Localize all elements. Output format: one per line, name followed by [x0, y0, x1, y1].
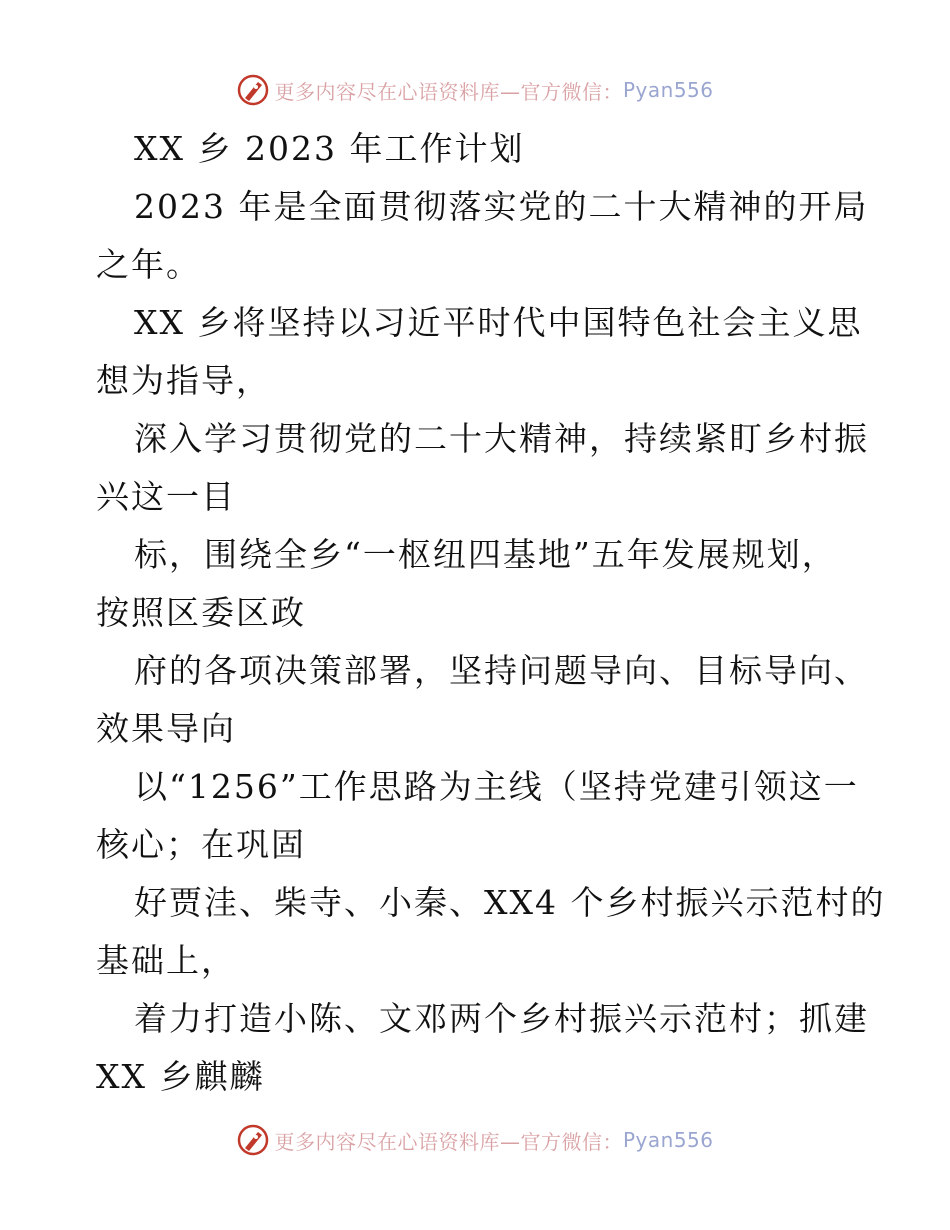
- text-line: 深入学习贯彻党的二十大精神，持续紧盯乡村振: [134, 419, 869, 458]
- text-line: 核心；在巩固: [96, 825, 306, 864]
- text-line: XX 乡将坚持以习近平时代中国特色社会主义思: [134, 303, 863, 342]
- pen-logo-icon: [236, 1123, 270, 1157]
- wechat-id: Pyan556: [622, 1128, 714, 1152]
- watermark-text: 更多内容尽在心语资料库—官方微信：: [274, 1129, 623, 1154]
- document-title: XX 乡 2023 年工作计划: [134, 129, 525, 168]
- header-watermark-banner: [0, 70, 950, 110]
- text-line: 想为指导，: [96, 361, 271, 400]
- footer-watermark-banner: [0, 1120, 950, 1160]
- text-line: 标，围绕全乡“一枢纽四基地”五年发展规划，: [134, 535, 837, 574]
- text-line: 之年。: [96, 245, 201, 284]
- watermark-text: 更多内容尽在心语资料库—官方微信：: [274, 79, 623, 104]
- pen-logo-icon: [236, 73, 270, 107]
- text-line: 基础上，: [96, 941, 236, 980]
- text-line: 2023 年是全面贯彻落实党的二十大精神的开局: [134, 187, 869, 226]
- wechat-id: Pyan556: [622, 78, 714, 102]
- text-line: 着力打造小陈、文邓两个乡村振兴示范村；抓建: [134, 999, 869, 1038]
- text-line: 兴这一目: [96, 477, 236, 516]
- text-line: 好贾洼、柴寺、小秦、XX4 个乡村振兴示范村的: [134, 883, 886, 922]
- text-line: XX 乡麒麟: [96, 1057, 265, 1096]
- text-line: 以“1256”工作思路为主线（坚持党建引领这一: [134, 767, 859, 806]
- document-body: [96, 120, 886, 1106]
- text-line: 效果导向: [96, 709, 236, 748]
- text-line: 府的各项决策部署，坚持问题导向、目标导向、: [134, 651, 869, 690]
- text-line: 按照区委区政: [96, 593, 306, 632]
